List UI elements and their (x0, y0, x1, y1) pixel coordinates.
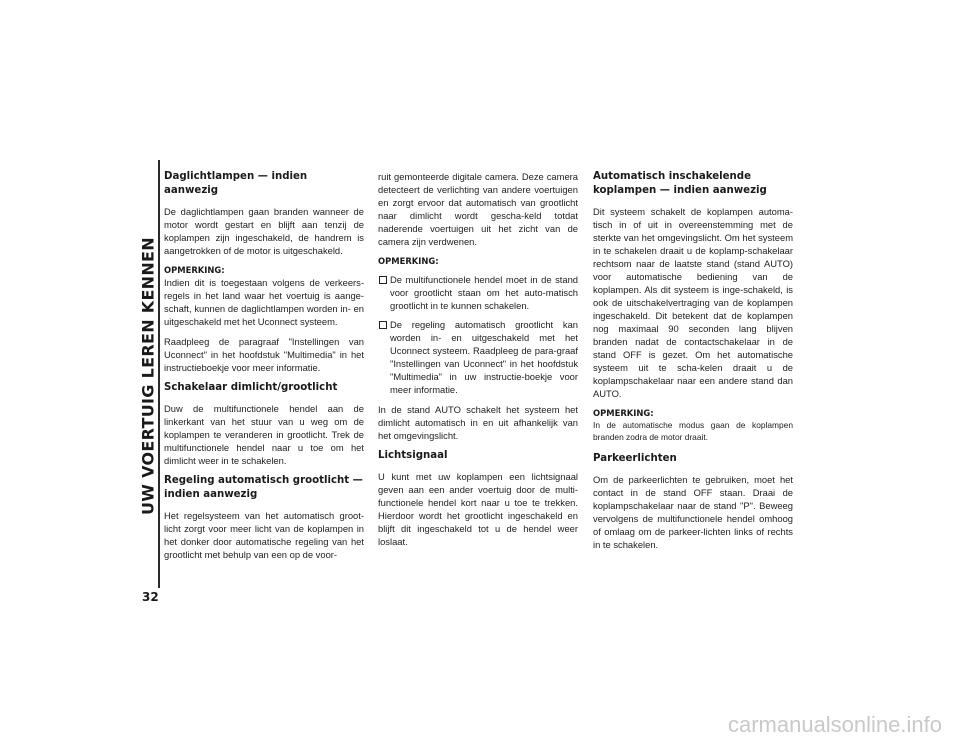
paragraph: In de stand AUTO schakelt het systeem het dimlicht automatisch in en uit afhankelijk van het omgevingslicht. (378, 404, 578, 441)
checkbox-bullet-icon (379, 276, 387, 284)
paragraph: Raadpleeg de paragraaf "Instellingen van Uconnect" in het hoofdstuk "Multimedia" in het instructieboekje voor meer informatie. (164, 336, 364, 373)
paragraph: De daglichtlampen gaan branden wanneer de motor wordt gestart en blijft aan tenzij de koplampen zijn ingeschakeld, de handrem is aangetrokken of de motor is uitgeschakeld. (164, 206, 364, 256)
chapter-side-title (128, 186, 168, 566)
paragraph: U kunt met uw koplampen een lichtsignaal geven aan een ander voertuig door de multi-functionele hendel kort naar u toe te trekken. Hierdoor wordt het grootlicht ingeschakeld en blijft dit ingeschakeld tot u de hendel weer loslaat. (378, 471, 578, 547)
heading-daglichtlampen: Daglichtlampen — indien aanwezig (164, 171, 308, 196)
side-divider (158, 160, 160, 588)
column-1 (164, 170, 364, 568)
chapter-title-text: UW VOERTUIG LEREN KENNEN (138, 237, 158, 515)
heading-automatische-koplampen: Automatisch inschakelende koplampen — indien aanwezig (593, 171, 767, 196)
page-number: 32 (142, 590, 159, 604)
paragraph: Indien dit is toegestaan volgens de verkeers-regels in het land waar het voertuig is aange-schaft, kunnen de daglichtlampen worden in- en uitgeschakeld met het Uconnect systeem. (164, 277, 364, 327)
heading-lichtsignaal: Lichtsignaal (378, 450, 448, 461)
checkbox-bullet-icon (379, 321, 387, 329)
paragraph: Het regelsysteem van het automatisch groot-licht zorgt voor meer licht van de koplampen in het donker door automatische regeling van het grootlicht met behulp van een op de voor- (164, 510, 364, 560)
list-item-text: De regeling automatisch grootlicht kan worden in- en uitgeschakeld met het Uconnect systeem. Raadpleeg de para-graaf "Instellingen van Uconnect" in het hoofdstuk "Multimedia" in uw instructie-boekje voor meer informatie. (390, 319, 578, 395)
list-item-text: De multifunctionele hendel moet in de stand voor grootlicht staan om het auto-matisch grootlicht in te kunnen schakelen. (390, 274, 578, 311)
note-list (378, 273, 578, 396)
note-label: OPMERKING: (164, 265, 225, 275)
watermark: carmanualsonline.info (727, 712, 942, 737)
paragraph: Om de parkeerlichten te gebruiken, moet het contact in de stand OFF staan. Draai de koplampschakelaar naar de stand "P". Beweeg vervolgens de multifunctionele hendel omhoog of omlaag om de parkeer-lichten links of rechts in te schakelen. (593, 474, 793, 550)
column-2 (378, 170, 578, 555)
paragraph: Duw de multifunctionele hendel aan de linkerkant van het stuur van u weg om de koplampen te veranderen in grootlicht. Trek de multifunctionele hendel naar u toe om het dimlicht weer in te schakelen. (164, 403, 364, 466)
note-label: OPMERKING: (593, 408, 654, 418)
heading-automatisch-grootlicht: Regeling automatisch grootlicht — indien aanwezig (164, 475, 363, 500)
heading-dimlicht-grootlicht: Schakelaar dimlicht/grootlicht (164, 382, 338, 393)
column-3 (593, 170, 793, 558)
list-item (378, 273, 578, 312)
paragraph: Dit systeem schakelt de koplampen automa-tisch in of uit in overeenstemming met de sterkte van het omgevingslicht. Om het systeem in te schakelen draait u de koplamp-schakelaar rechtsom naar de laatste stand (stand AUTO) voor automatische bediening van de koplampen. Als dit systeem is inge-schakeld, is ook de uitschakelvertraging van de koplampen ingeschakeld. Dit betekent dat de koplampen nog maximaal 90 seconden lang blijven branden nadat de contactschakelaar in de stand OFF is gezet. Om het automatische systeem uit te scha-kelen draait u de koplampschakelaar naar een andere stand dan AUTO. (593, 206, 793, 399)
note-text: In de automatische modus gaan de koplampen branden zodra de motor draait. (593, 420, 793, 442)
paragraph: ruit gemonteerde digitale camera. Deze camera detecteert de verlichting van andere voertuigen en zorgt ervoor dat automatisch van grootlicht naar dimlicht wordt gescha-keld totdat naderende voertuigen uit het zicht van de camera zijn verdwenen. (378, 171, 578, 247)
note-label: OPMERKING: (378, 256, 439, 266)
heading-parkeerlichten: Parkeerlichten (593, 453, 677, 464)
list-item (378, 318, 578, 396)
